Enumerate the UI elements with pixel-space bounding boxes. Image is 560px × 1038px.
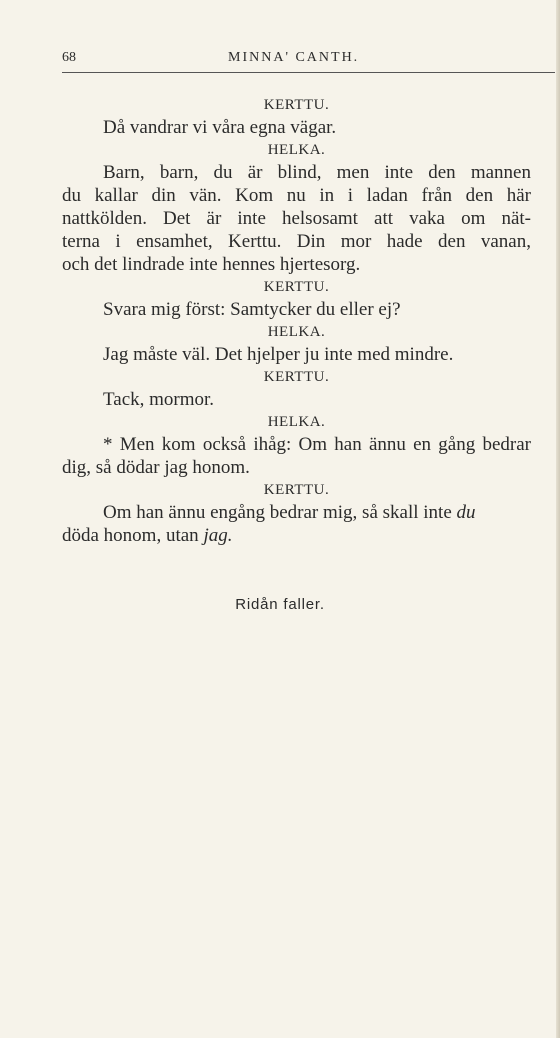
word: du — [62, 185, 81, 206]
word: Barn, — [103, 162, 145, 183]
word: terna — [62, 231, 100, 252]
text-line — [62, 524, 531, 547]
speaker-kerttu: KERTTU. — [263, 279, 330, 295]
word: är — [247, 162, 263, 183]
word: nu — [286, 185, 306, 206]
word: Men — [119, 434, 155, 455]
word: mannen — [470, 162, 531, 183]
page-edge — [556, 0, 560, 1038]
word: in — [319, 185, 335, 206]
running-head: MINNA' CANTH. — [228, 50, 360, 65]
word: du — [213, 162, 233, 183]
word: din — [151, 185, 176, 206]
text-line — [62, 433, 531, 456]
word: Det — [163, 208, 191, 229]
word: ännu — [368, 434, 406, 455]
word: vän. — [189, 185, 222, 206]
speaker-helka: HELKA. — [267, 324, 326, 340]
word: här — [506, 185, 531, 206]
word: bedrar — [482, 434, 531, 455]
word: nattkölden. — [62, 208, 147, 229]
text-line — [62, 230, 531, 253]
text-line — [62, 161, 531, 184]
page-header — [62, 50, 555, 72]
line-text: Om han ännu engång bedrar mig, så skall inte — [103, 502, 457, 523]
word: en — [413, 434, 432, 455]
page-number: 68 — [62, 50, 76, 65]
text-line: Tack, mormor. — [103, 389, 215, 410]
word: kom — [161, 434, 196, 455]
text-line — [62, 184, 531, 207]
word: kallar — [94, 185, 138, 206]
word: inte — [384, 162, 414, 183]
word: han — [334, 434, 362, 455]
word: Om — [298, 434, 328, 455]
header-rule — [62, 72, 555, 73]
word: också — [202, 434, 247, 455]
word: Kerttu. — [228, 231, 282, 252]
speaker-helka: HELKA. — [267, 142, 326, 158]
text-line: dig, så dödar jag honom. — [62, 457, 250, 478]
speaker-kerttu: KERTTU. — [263, 482, 330, 498]
line-text: döda honom, utan — [62, 525, 204, 546]
text-line: och det lindrade inte hennes hjertesorg. — [62, 254, 361, 275]
word: men — [336, 162, 370, 183]
stage-direction: Ridån faller. — [235, 596, 325, 613]
word: att — [374, 208, 394, 229]
word: ihåg: — [253, 434, 292, 455]
speaker-kerttu: KERTTU. — [263, 369, 330, 385]
word: hade — [386, 231, 423, 252]
emphasis-text: jag. — [203, 525, 233, 546]
word: gång — [438, 434, 476, 455]
word: mor — [340, 231, 372, 252]
word: ladan — [366, 185, 408, 206]
word: är — [206, 208, 222, 229]
text-line — [62, 501, 531, 524]
text-line: Jag måste väl. Det hjelper ju inte med mindre. — [103, 344, 454, 365]
word: vanan, — [480, 231, 531, 252]
word: den — [465, 185, 494, 206]
speaker-helka: HELKA. — [267, 414, 326, 430]
text-line: Svara mig först: Samtycker du eller ej? — [103, 299, 401, 320]
speaker-kerttu: KERTTU. — [263, 97, 330, 113]
word: i — [115, 231, 121, 252]
dialogue-text — [62, 94, 531, 547]
word: i — [347, 185, 354, 206]
word: blind, — [277, 162, 322, 183]
word: Kom — [235, 185, 274, 206]
text-line: Då vandrar vi våra egna vägar. — [103, 117, 337, 138]
text-line — [62, 207, 531, 230]
word: från — [421, 185, 453, 206]
word: Din — [296, 231, 326, 252]
emphasis-text: du — [456, 502, 476, 523]
word: barn, — [159, 162, 199, 183]
word: ensamhet, — [136, 231, 213, 252]
word: vaka — [409, 208, 445, 229]
word: inte — [237, 208, 266, 229]
word: * — [103, 434, 113, 455]
word: den — [428, 162, 456, 183]
word: helsosamt — [281, 208, 358, 229]
word: nät- — [501, 208, 531, 229]
word: den — [438, 231, 466, 252]
word: om — [461, 208, 486, 229]
